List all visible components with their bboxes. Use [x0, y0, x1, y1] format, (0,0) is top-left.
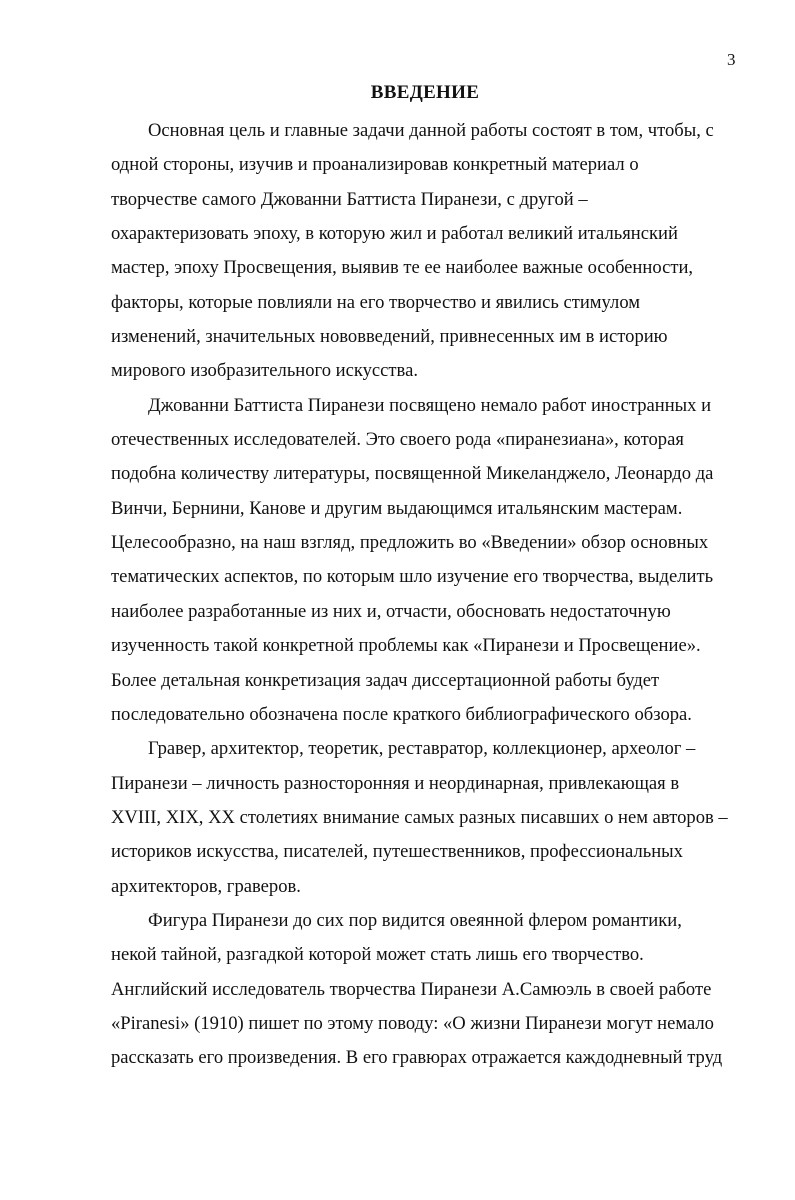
text-line: Целесообразно, на наш взгляд, предложить во «Введении» обзор основных	[111, 532, 709, 554]
text-line: историков искусства, писателей, путешественников, профессиональных	[111, 841, 683, 863]
text-line: Гравер, архитектор, теоретик, реставратор, коллекционер, археолог –	[148, 738, 696, 760]
text-line: «Piranesi» (1910) пишет по этому поводу: «О жизни Пиранези могут немало	[111, 1012, 714, 1034]
text-line: охарактеризовать эпоху, в которую жил и работал великий итальянский	[111, 223, 678, 245]
text-line: мирового изобразительного искусства.	[111, 360, 418, 382]
text-line: отечественных исследователей. Это своего рода «пиранезиана», которая	[111, 429, 684, 451]
text-line: наиболее разработанные из них и, отчасти, обосновать недостаточную	[111, 600, 671, 622]
paragraph-personality	[111, 732, 761, 904]
document-body	[111, 114, 761, 1076]
paragraph-romanticism	[111, 904, 761, 1076]
text-line: творчестве самого Джованни Баттиста Пиранези, с другой –	[111, 188, 588, 210]
text-line: одной стороны, изучив и проанализировав конкретный материал о	[111, 154, 639, 176]
text-line: последовательно обозначена после краткого библиографического обзора.	[111, 703, 692, 725]
text-line: изменений, значительных нововведений, привнесенных им в историю	[111, 326, 668, 348]
text-line: Пиранези – личность разносторонняя и неординарная, привлекающая в	[111, 772, 680, 794]
text-line: XVIII, XIX, XX столетиях внимание самых разных писавших о нем авторов –	[111, 806, 728, 828]
text-line: архитекторов, граверов.	[111, 875, 301, 897]
text-line: Более детальная конкретизация задач диссертационной работы будет	[111, 669, 660, 691]
paragraph-literature	[111, 389, 761, 732]
text-line: некой тайной, разгадкой которой может стать лишь его творчество.	[111, 944, 644, 966]
text-line: Фигура Пиранези до сих пор видится овеянной флером романтики,	[148, 909, 682, 931]
text-line: Винчи, Бернини, Канове и другим выдающимся итальянским мастерам.	[111, 497, 683, 519]
page-title: ВВЕДЕНИЕ	[370, 82, 480, 103]
text-line: изученность такой конкретной проблемы как «Пиранези и Просвещение».	[111, 635, 701, 657]
text-line: Джованни Баттиста Пиранези посвящено немало работ иностранных и	[148, 394, 712, 416]
paragraph-goals	[111, 114, 761, 389]
text-line: рассказать его произведения. В его гравюрах отражается каждодневный труд	[111, 1047, 723, 1069]
text-line: факторы, которые повлияли на его творчество и явились стимулом	[111, 291, 641, 313]
page-number: 3	[727, 50, 736, 69]
text-line: мастер, эпоху Просвещения, выявив те ее наиболее важные особенности,	[111, 257, 694, 279]
text-line: Английский исследователь творчества Пиранези А.Самюэль в своей работе	[111, 978, 712, 1000]
text-line: тематических аспектов, по которым шло изучение его творчества, выделить	[111, 566, 714, 588]
text-line: подобна количеству литературы, посвященной Микеланджело, Леонардо да	[111, 463, 714, 485]
text-line: Основная цель и главные задачи данной работы состоят в том, чтобы, с	[148, 120, 714, 141]
